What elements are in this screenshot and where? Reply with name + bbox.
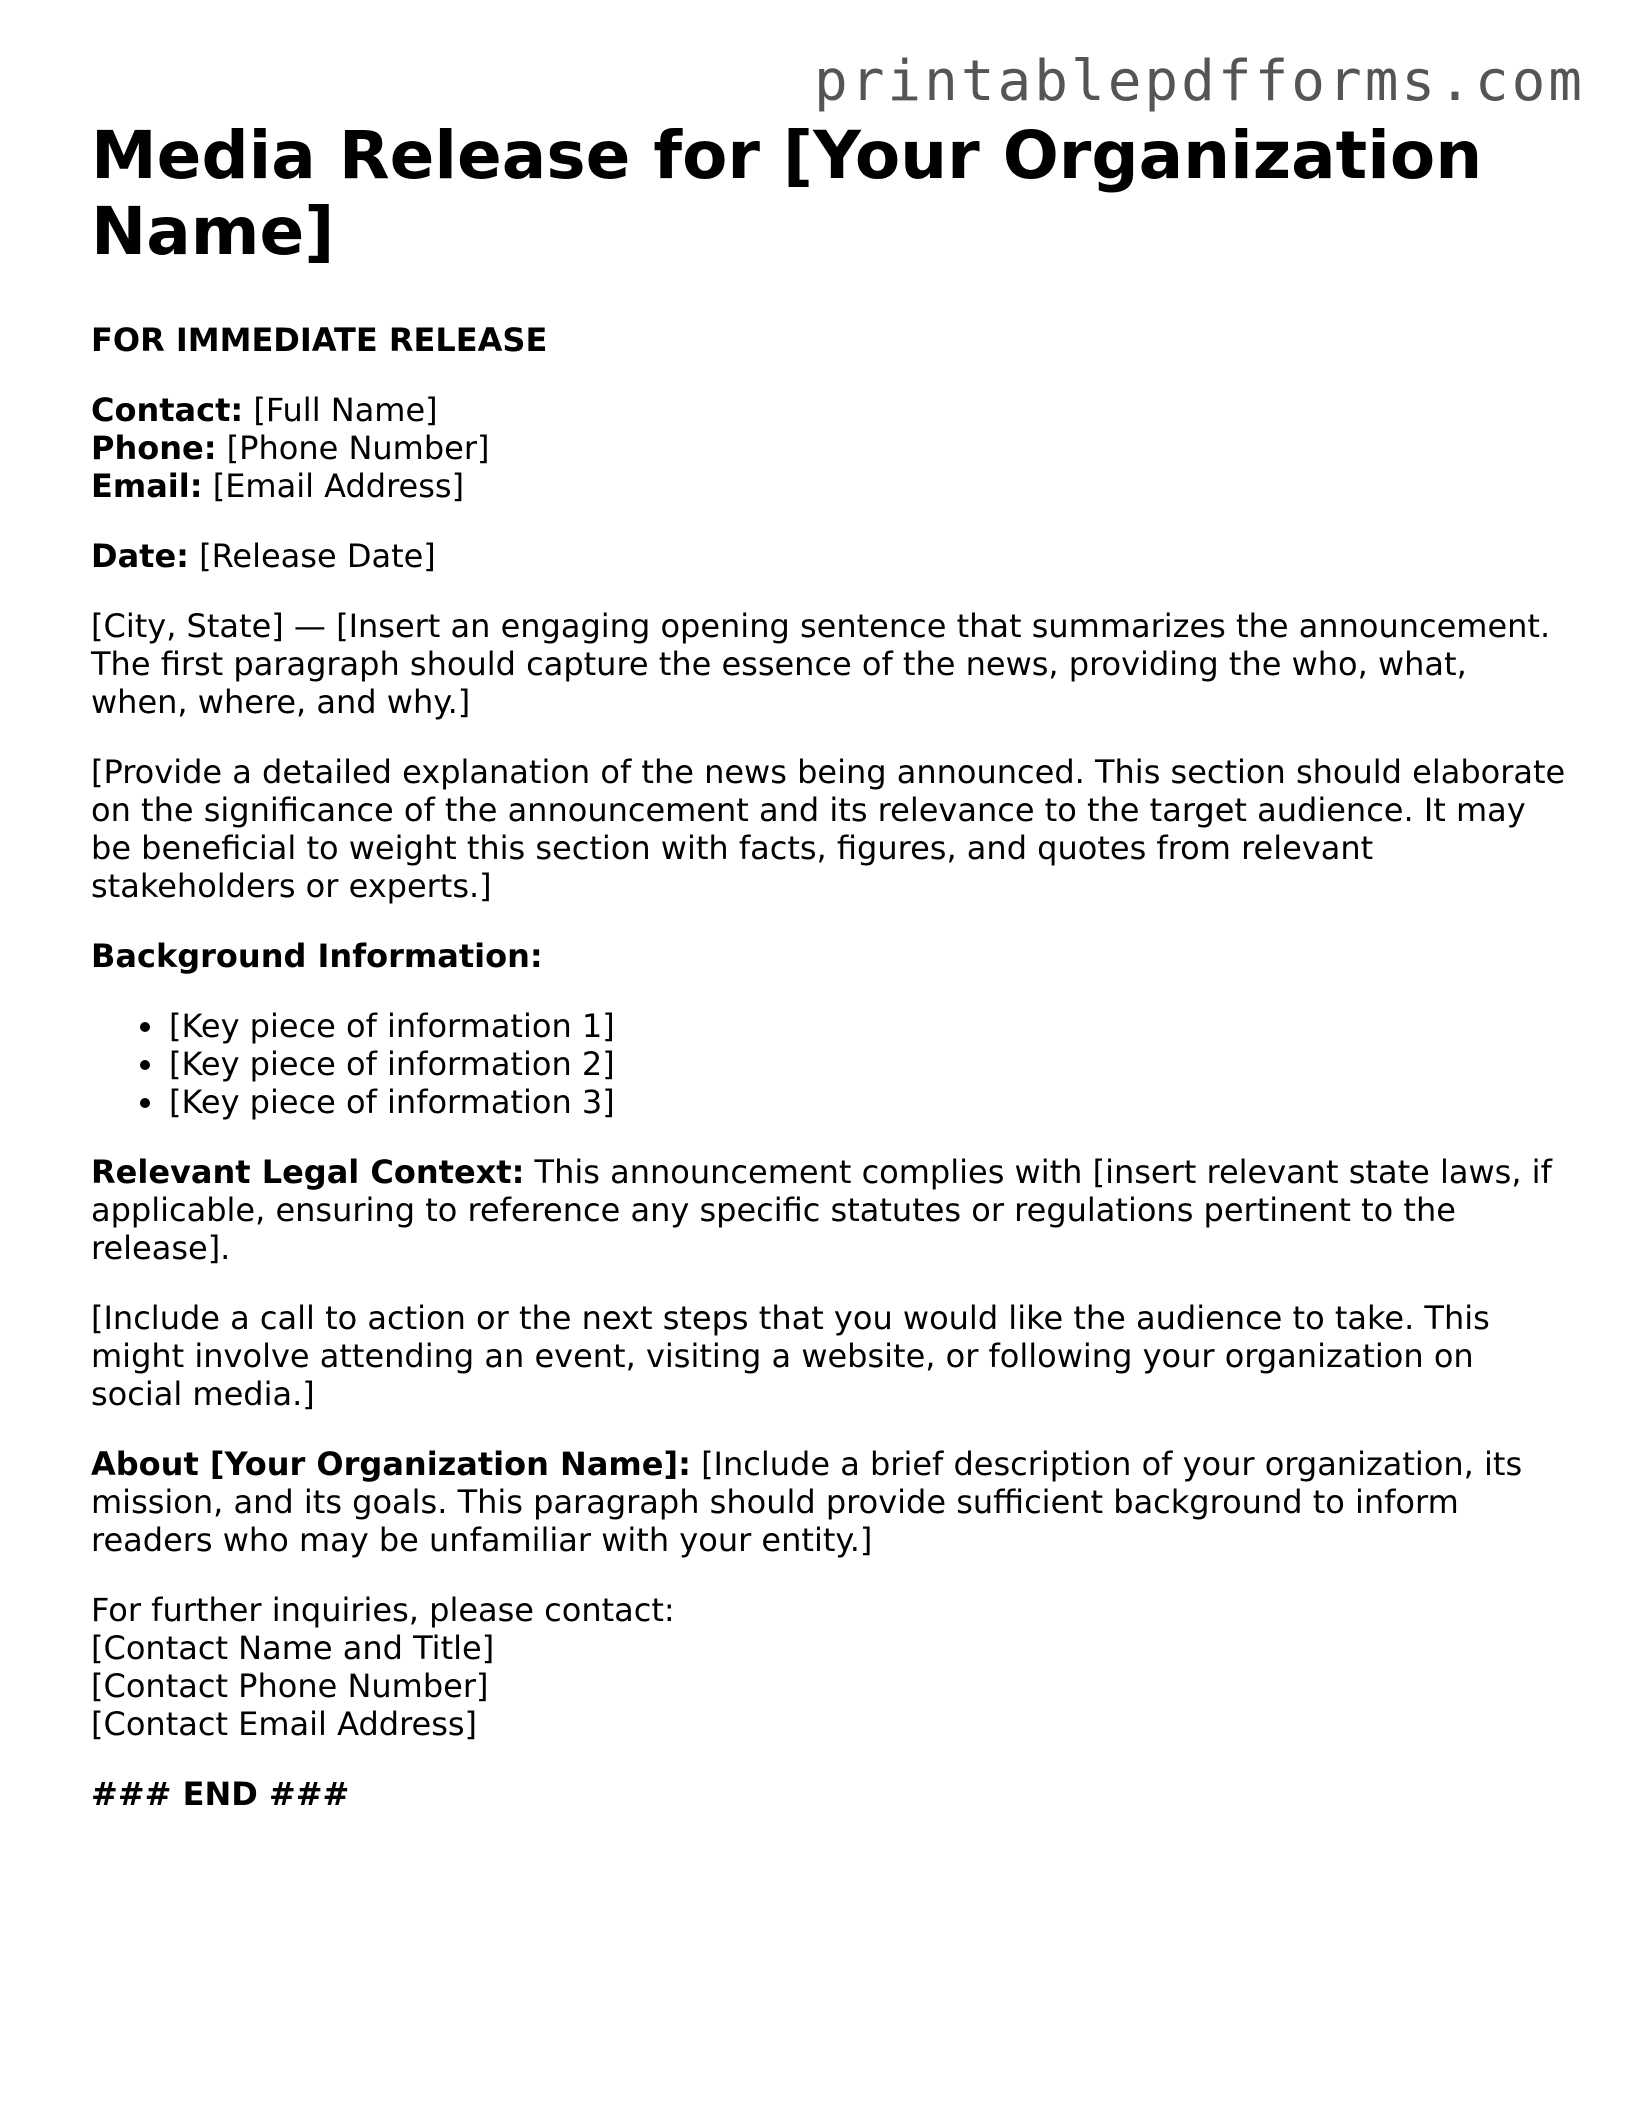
about-paragraph <box>91 1445 1571 1559</box>
contact-line <box>91 391 1571 429</box>
closing-contact-name: [Contact Name and Title] <box>91 1629 495 1667</box>
about-label: About [Your Organization Name]: <box>91 1445 691 1483</box>
phone-label: Phone: <box>91 429 217 467</box>
email-value: [Email Address] <box>202 467 465 505</box>
watermark: printablepdfforms.com <box>813 49 1585 114</box>
date-line <box>91 537 1571 575</box>
date-label: Date: <box>91 537 189 575</box>
contact-value: [Full Name] <box>243 391 438 429</box>
call-to-action-paragraph: [Include a call to action or the next steps that you would like the audience to take. This might involve attending an event, visiting a website, or following your organization on social media.] <box>91 1299 1490 1413</box>
date-value: [Release Date] <box>188 537 436 575</box>
about-text: [Include a brief description of your organization, its mission, and its goals. This paragraph should provide sufficient background to inform readers who may be unfamiliar with your entity.] <box>91 1445 1523 1559</box>
legal-context-label: Relevant Legal Context: <box>91 1153 525 1191</box>
opening-paragraph: [City, State] — [Insert an engaging opening sentence that summarizes the announcement. The first paragraph should capture the essence of the news, providing the who, what, when, where, and why.] <box>91 607 1551 721</box>
legal-context-paragraph <box>91 1153 1571 1267</box>
closing-contact-email: [Contact Email Address] <box>91 1705 478 1743</box>
release-label: FOR IMMEDIATE RELEASE <box>91 321 548 359</box>
legal-context-text: This announcement complies with [insert relevant state laws, if applicable, ensuring to reference any specific statutes or regulations pertinent to the release]. <box>91 1153 1552 1267</box>
document-body <box>91 118 1571 1813</box>
list-item: [Key piece of information 3] <box>169 1083 1571 1121</box>
closing-intro: For further inquiries, please contact: <box>91 1591 675 1629</box>
detail-paragraph: [Provide a detailed explanation of the news being announced. This section should elaborate on the significance of the announcement and its relevance to the target audience. It may be beneficial to weight this section with facts, figures, and quotes from relevant stakeholders or experts.] <box>91 753 1566 905</box>
closing-contact-phone: [Contact Phone Number] <box>91 1667 489 1705</box>
email-label: Email: <box>91 467 203 505</box>
contact-label: Contact: <box>91 391 244 429</box>
closing-contact-block <box>91 1591 1571 1743</box>
contact-block <box>91 391 1571 505</box>
page-title: Media Release for [Your Organization Name] <box>91 117 1483 270</box>
background-list <box>91 1007 1571 1121</box>
list-item: [Key piece of information 1] <box>169 1007 1571 1045</box>
phone-value: [Phone Number] <box>216 429 490 467</box>
end-marker: ### END ### <box>91 1775 350 1813</box>
background-heading: Background Information: <box>91 937 543 975</box>
list-item: [Key piece of information 2] <box>169 1045 1571 1083</box>
email-line <box>91 467 1571 505</box>
phone-line <box>91 429 1571 467</box>
